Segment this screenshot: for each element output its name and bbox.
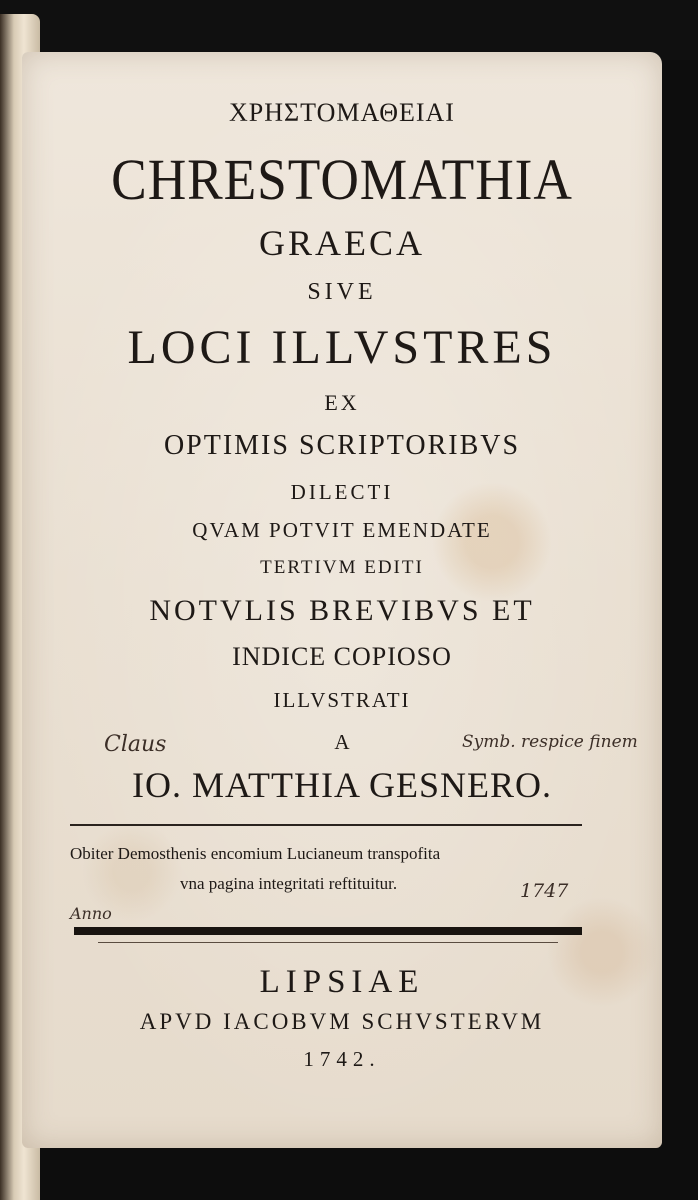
note-line-1: Obiter Demosthenis encomium Lucianeum transpofita [70,844,441,863]
handwritten-name: Claus [104,732,167,757]
quam-line: QVAM POTVIT EMENDATE [192,518,492,542]
sive-line: SIVE [307,279,377,305]
tertium-line: TERTIVM EDITI [260,557,424,578]
optimis-line: OPTIMIS SCRIPTORIBVS [163,430,521,461]
thin-rule [70,824,582,826]
dark-background [0,0,698,60]
greek-title: ΧΡΗΣΤΟΜΑΘΕΙΑΙ [229,98,455,127]
author-line: IO. MATTHIA GESNERO. [132,765,552,805]
subtitle-graeca: GRAECA [258,223,425,263]
loci-line: LOCI ILLVSTRES [127,321,557,374]
thick-rule [74,927,582,935]
note-line-2: vna pagina integritati reftituitur. [180,874,398,893]
year-line: 1742. [303,1047,381,1071]
handwritten-anno: Anno [70,904,112,923]
under-rule [98,942,558,943]
a-line: A [334,730,350,754]
title-page [22,52,662,1148]
notulis-line: NOTVLIS BREVIBVS ET [149,594,535,627]
handwritten-year: 1747 [520,880,569,902]
ex-line: EX [324,390,360,415]
publisher-line: APVD IACOBVM SCHVSTERVM [139,1009,545,1034]
dilecti-line: DILECTI [290,480,394,504]
indice-line: INDICE COPIOSO [232,642,452,671]
handwritten-inscription: Symb. respice finem [462,732,638,752]
place-line: LIPSIAE [259,964,425,1000]
main-title: CHRESTOMATHIA [111,147,573,212]
illustrati-line: ILLVSTRATI [273,688,411,712]
